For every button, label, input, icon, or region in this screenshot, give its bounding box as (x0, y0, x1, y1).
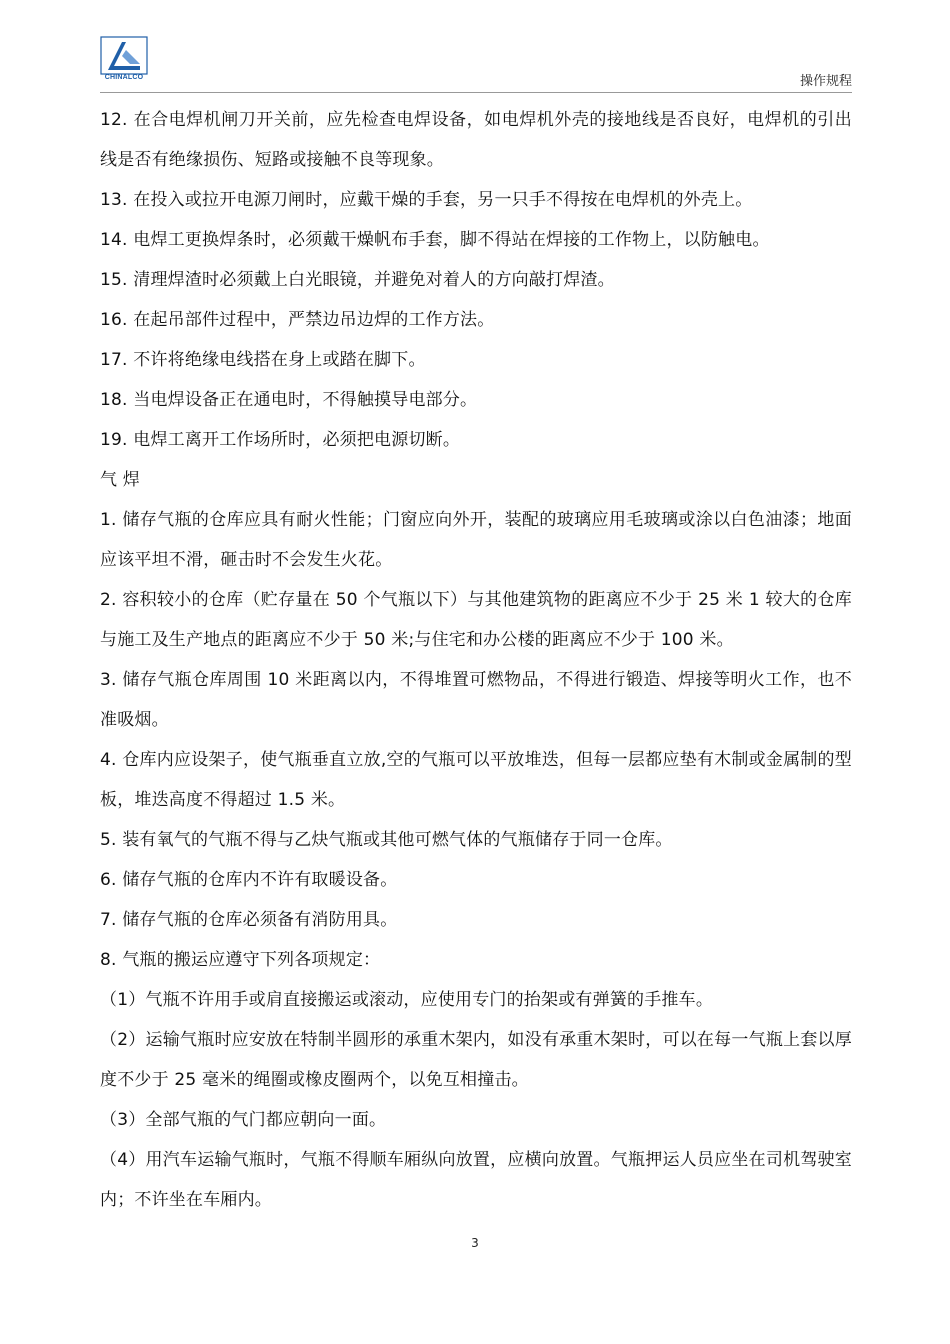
paragraph: 5. 装有氧气的气瓶不得与乙炔气瓶或其他可燃气体的气瓶储存于同一仓库。 (100, 830, 673, 850)
paragraph: 13. 在投入或拉开电源刀闸时，应戴干燥的手套，另一只手不得按在电焊机的外壳上。 (100, 190, 753, 210)
paragraph: 12. 在合电焊机闸刀开关前，应先检查电焊设备，如电焊机外壳的接地线是否良好，电焊机的引出线是否有绝缘损伤、短路或接触不良等现象。 (100, 110, 852, 170)
paragraph: 6. 储存气瓶的仓库内不许有取暖设备。 (100, 870, 398, 890)
paragraph: 4. 仓库内应设架子，使气瓶垂直立放,空的气瓶可以平放堆迭，但每一层都应垫有木制或金属制的型板，堆迭高度不得超过 1.5 米。 (100, 750, 852, 810)
paragraph: 8. 气瓶的搬运应遵守下列各项规定： (100, 950, 381, 970)
header-divider (100, 92, 852, 93)
sub-item: （1）气瓶不许用手或肩直接搬运或滚动，应使用专门的抬架或有弹簧的手推车。 (100, 990, 714, 1010)
paragraph: 2. 容积较小的仓库（贮存量在 50 个气瓶以下）与其他建筑物的距离应不少于 25 米 1 较大的仓库与施工及生产地点的距离应不少于 50 米;与住宅和办公楼的距离应不少于 100 米。 (100, 590, 852, 650)
page-header (100, 36, 852, 94)
sub-item: （2）运输气瓶时应安放在特制半圆形的承重木架内，如没有承重木架时，可以在每一气瓶上套以厚度不少于 25 毫米的绳圈或橡皮圈两个，以免互相撞击。 (100, 1030, 852, 1090)
paragraph: 15. 清理焊渣时必须戴上白光眼镜，并避免对着人的方向敲打焊渣。 (100, 270, 615, 290)
paragraph: 19. 电焊工离开工作场所时，必须把电源切断。 (100, 430, 461, 450)
paragraph: 7. 储存气瓶的仓库必须备有消防用具。 (100, 910, 398, 930)
paragraph: 18. 当电焊设备正在通电时，不得触摸导电部分。 (100, 390, 478, 410)
paragraph: 17. 不许将绝缘电线搭在身上或踏在脚下。 (100, 350, 426, 370)
paragraph: 3. 储存气瓶仓库周围 10 米距离以内，不得堆置可燃物品，不得进行锻造、焊接等明火工作，也不准吸烟。 (100, 670, 852, 730)
sub-item: （3）全部气瓶的气门都应朝向一面。 (100, 1110, 387, 1130)
header-title: 操作规程 (799, 74, 852, 89)
paragraph: 1. 储存气瓶的仓库应具有耐火性能；门窗应向外开，装配的玻璃应用毛玻璃或涂以白色油漆；地面应该平坦不滑，砸击时不会发生火花。 (100, 510, 852, 570)
paragraph: 16. 在起吊部件过程中，严禁边吊边焊的工作方法。 (100, 310, 495, 330)
section-heading: 气 焊 (100, 470, 141, 490)
paragraph: 14. 电焊工更换焊条时，必须戴干燥帆布手套，脚不得站在焊接的工作物上，以防触电。 (100, 230, 770, 250)
logo-text: CHINALCO (104, 74, 144, 81)
page-number: 3 (471, 1236, 479, 1250)
sub-item: （4）用汽车运输气瓶时，气瓶不得顺车厢纵向放置，应横向放置。气瓶押运人员应坐在司机驾驶室内；不许坐在车厢内。 (100, 1150, 852, 1210)
document-body (100, 100, 852, 1220)
chinalco-logo-icon (100, 36, 148, 88)
